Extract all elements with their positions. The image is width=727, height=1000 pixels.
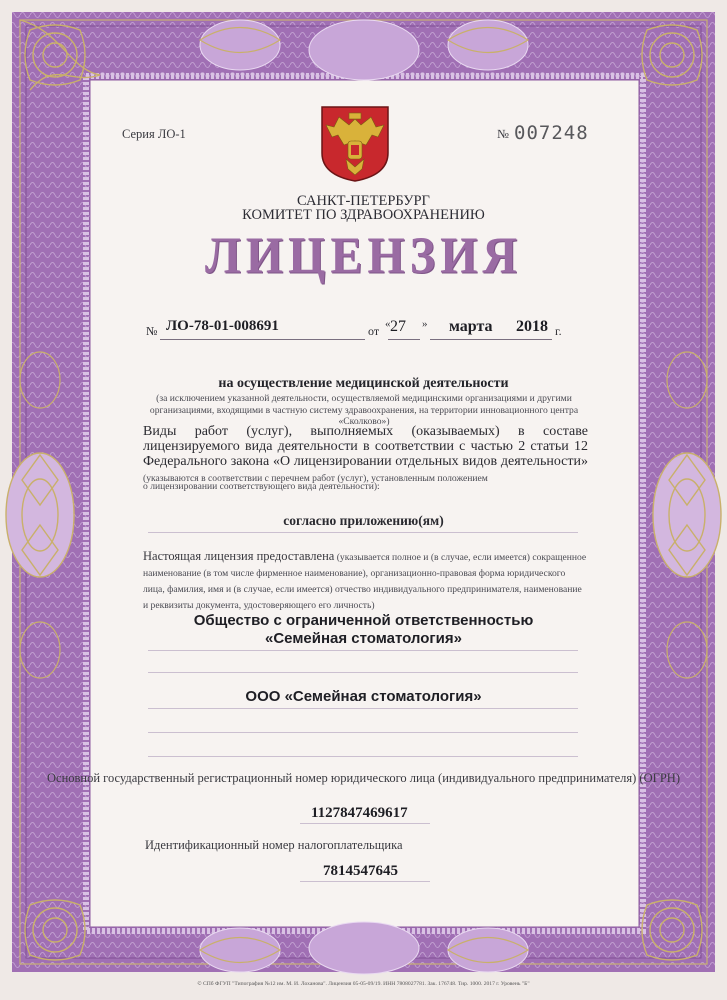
license-number: ЛО-78-01-008691 — [166, 318, 279, 334]
license-number-label: № — [146, 324, 158, 338]
works-description — [143, 424, 588, 486]
inn-number: 7814547645 — [323, 863, 398, 879]
rosette-bottom — [200, 922, 528, 974]
appendix-underline — [148, 532, 578, 533]
activity-title: на осуществление медицинской деятельности — [218, 376, 509, 391]
committee-heading: КОМИТЕТ ПО ЗДРАВООХРАНЕНИЮ — [242, 207, 485, 223]
appendix-reference: согласно приложению(ям) — [283, 513, 444, 528]
blank-line-1 — [148, 732, 578, 733]
inn-underline — [300, 881, 430, 882]
granted-to-note: (указывается полное и (в случае, если имеется) сокращенное наименование (в том числе фирменное наименование), организационно-правовая форма юридического лица, фамилия, имя и (в случае, если имеется) отчество индивидуального предпринимателя, наименование и реквизиты документа, удостоверяющего его личность) — [143, 552, 587, 611]
works-note-continued: о лицензировании соответствующего вида деятельности): — [143, 481, 380, 492]
license-month: марта — [449, 318, 493, 335]
year-suffix: г. — [555, 324, 562, 338]
organization-full-name-line2: «Семейная стоматология» — [265, 630, 462, 647]
document-title: ЛИЦЕНЗИЯ — [204, 227, 523, 285]
activity-note: (за исключением указанной деятельности, осуществляемой медицинскими организациями и другими организациями, входящими в частную систему здравоохранения, на территории инновационного центра «Сколково») — [149, 393, 579, 427]
ogrn-number: 1127847469617 — [311, 805, 408, 821]
day-underline — [388, 339, 420, 340]
month-year-underline — [430, 339, 552, 340]
org-short-underline — [148, 708, 578, 709]
printer-imprint: © СПб ФГУП "Типография №12 им. М. И. Лоханова". Лицензия 05-05-09/19. ИНН 7808027781. Зак. 176748. Тир. 1000. 2017 г. Уровень "Б" — [197, 981, 530, 987]
works-text: Виды работ (услуг), выполняемых (оказываемых) в составе лицензируемого вида деятельности в соответствии с частью 2 статьи 12 Федерального закона «О лицензировании отдельных видов деятельности» — [143, 424, 588, 469]
serial-number: 007248 — [514, 122, 589, 144]
org-name-underline — [148, 650, 578, 651]
works-note: (указываются в соответствии с перечнем работ (услуг), установленным положением — [143, 473, 488, 484]
ogrn-underline — [300, 823, 430, 824]
license-year: 2018 — [516, 318, 548, 335]
blank-line-2 — [148, 756, 578, 757]
day-quote-open: « — [385, 318, 391, 330]
license-number-underline — [160, 339, 365, 340]
inn-label: Идентификационный номер налогоплательщика — [145, 838, 403, 852]
ogrn-label: Основной государственный регистрационный номер юридического лица (индивидуального предпринимателя) (ОГРН) — [47, 771, 680, 785]
organization-full-name-line1: Общество с ограниченной ответственностью — [193, 612, 534, 629]
date-from-label: от — [368, 324, 380, 338]
series-label: Серия ЛО-1 — [122, 127, 186, 141]
granted-to-text: Настоящая лицензия предоставлена — [143, 549, 335, 563]
serial-number-label: № — [497, 127, 509, 141]
org-name-underline-2 — [148, 672, 578, 673]
organization-short-name: ООО «Семейная стоматология» — [245, 688, 482, 705]
granted-to-paragraph — [143, 549, 588, 613]
city-heading: САНКТ-ПЕТЕРБУРГ — [297, 193, 430, 209]
coat-of-arms-emblem — [318, 105, 392, 183]
day-quote-close: » — [422, 318, 428, 330]
license-day: 27 — [390, 318, 406, 335]
